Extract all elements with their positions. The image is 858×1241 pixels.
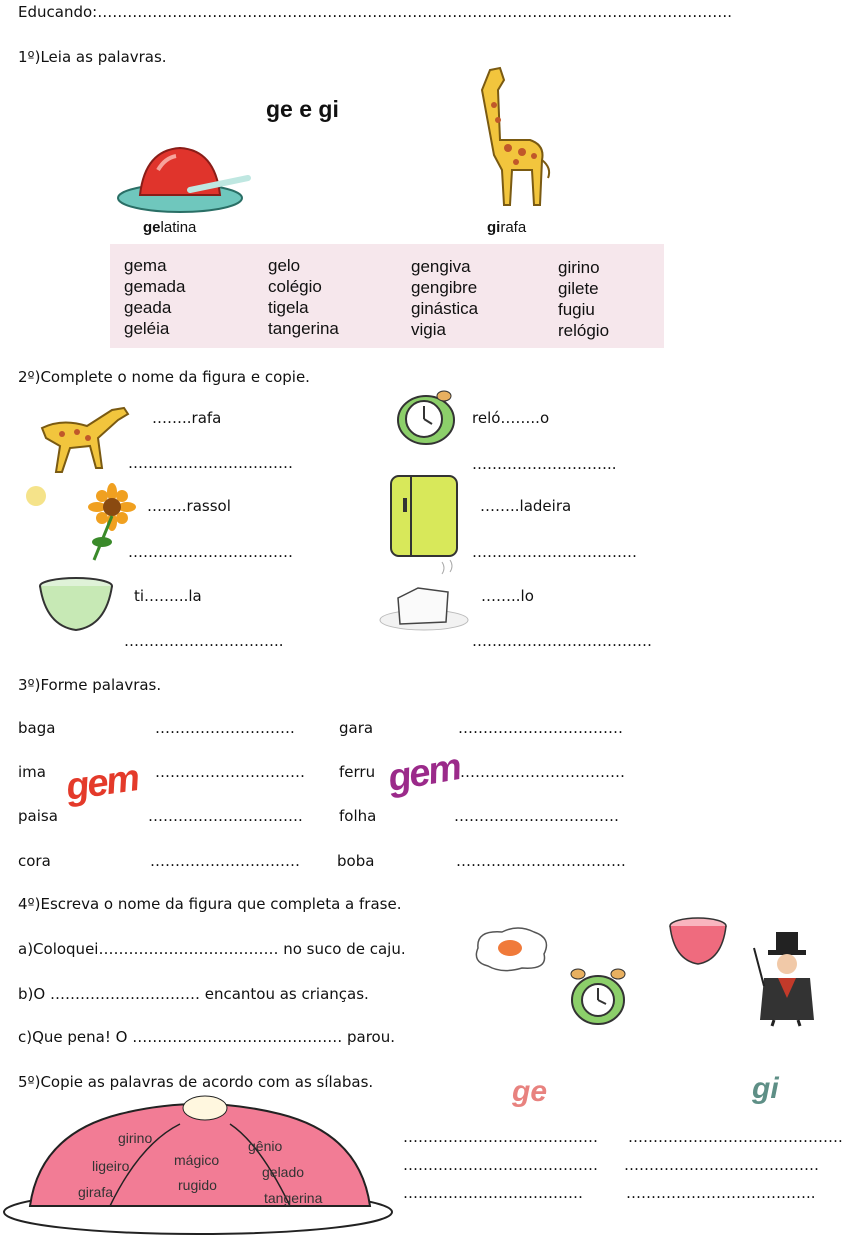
word: gilete <box>558 279 599 298</box>
q3-word-3: paisa <box>18 807 58 825</box>
q5-line-ge-2[interactable]: ………………………………… <box>403 1156 598 1174</box>
jelly-word: ligeiro <box>92 1158 130 1174</box>
word: relógio <box>558 321 610 340</box>
syllable-ge: ge <box>512 1075 548 1108</box>
jelly-word: girafa <box>78 1184 114 1200</box>
q3-line-2[interactable]: ………………………… <box>155 763 305 781</box>
q1-title: ge e gi <box>266 96 339 122</box>
q2-prompt-5: ti……...la <box>134 587 202 605</box>
word: gelo <box>268 256 301 275</box>
jelly-word: tangerina <box>264 1190 323 1206</box>
q3-word-7: folha <box>339 807 377 825</box>
word-column-4 <box>558 257 609 341</box>
q2-prompt-4: ……..ladeira <box>480 497 572 515</box>
word-column-1 <box>124 255 185 339</box>
word-column-3 <box>411 256 478 340</box>
q3-line-1[interactable]: ………………………. <box>155 719 295 737</box>
word: girino <box>558 258 600 277</box>
giraffe-running-icon <box>32 398 132 478</box>
word: gemada <box>124 277 186 296</box>
gem-syllable-purple: gem <box>384 746 464 800</box>
q3-line-5[interactable]: …………………………… <box>458 719 623 737</box>
q3-line-3[interactable]: …………………………. <box>148 807 303 825</box>
q2-prompt-3: ……..rassol <box>147 497 231 515</box>
q3-word-8: boba <box>337 852 375 870</box>
q3-line-4[interactable]: ………………………… <box>150 852 300 870</box>
magician-icon <box>752 928 818 1026</box>
q4-instruction: 4º)Escreva o nome da figura que completa a frase. <box>18 895 402 913</box>
q3-line-8[interactable]: ……………………………. <box>456 852 626 870</box>
jelly-word: mágico <box>174 1152 220 1168</box>
jelly-word: gelado <box>262 1164 305 1180</box>
jelly-word: gênio <box>248 1138 283 1154</box>
pink-bowl-icon <box>668 916 728 968</box>
q3-word-2: ima <box>18 763 46 781</box>
q2-line-3[interactable]: …………………………… <box>128 543 293 561</box>
jelly-word: girino <box>118 1130 153 1146</box>
q2-prompt-6: ……..lo <box>481 587 534 605</box>
q2-line-5[interactable]: ………………………….. <box>124 632 284 650</box>
q3-line-6[interactable]: …………………………… <box>460 763 625 781</box>
caption-gelatina: gelatina <box>143 219 197 236</box>
word: fugiu <box>558 300 595 319</box>
q4-sentence-a[interactable]: a)Coloquei……………………………… no suco de caju. <box>18 940 406 958</box>
q5-instruction: 5º)Copie as palavras de acordo com as sílabas. <box>18 1073 374 1091</box>
q2-line-4[interactable]: …………………………… <box>472 543 637 561</box>
q4-sentence-b[interactable]: b)O ………………………… encantou as crianças. <box>18 985 369 1003</box>
q5-line-ge-3[interactable]: ……………………………… <box>403 1184 583 1202</box>
fried-egg-icon <box>472 924 552 974</box>
q2-prompt-2: reló……..o <box>472 409 550 427</box>
q2-line-6[interactable]: ……………………………… <box>472 632 652 650</box>
word: ginástica <box>411 299 479 318</box>
bowl-icon <box>36 576 116 636</box>
gem-syllable-red: gem <box>63 757 141 809</box>
alarm-clock-icon <box>566 966 632 1030</box>
refrigerator-icon <box>385 474 465 560</box>
caption-girafa: girafa <box>487 219 527 236</box>
word: gengibre <box>411 278 478 297</box>
word-box <box>110 244 664 348</box>
q3-word-5: gara <box>339 719 374 737</box>
word: geléia <box>124 319 170 338</box>
q5-line-gi-2[interactable]: ………………………………… <box>624 1156 819 1174</box>
word: vigia <box>411 320 446 339</box>
word: gema <box>124 256 167 275</box>
gelatina-icon <box>110 140 255 220</box>
jelly-word: rugido <box>178 1177 217 1193</box>
word: tigela <box>268 298 309 317</box>
q2-line-2[interactable]: ……………………….. <box>472 455 617 473</box>
q3-instruction: 3º)Forme palavras. <box>18 676 162 694</box>
educando-line: Educando:………………………………………………………………………………………………………………. <box>18 3 732 21</box>
ice-cube-icon <box>378 558 470 638</box>
q3-word-6: ferru <box>339 763 376 781</box>
q3-line-7[interactable]: …………………………… <box>454 807 619 825</box>
syllable-gi: gi <box>752 1072 779 1105</box>
word-column-2 <box>268 255 339 339</box>
q5-line-gi-1[interactable]: ……………………………………. <box>628 1128 843 1146</box>
word: gengiva <box>411 257 471 276</box>
q3-word-1: baga <box>18 719 56 737</box>
q2-prompt-1: ……..rafa <box>152 409 222 427</box>
q5-line-gi-3[interactable]: ……………………………….. <box>626 1184 816 1202</box>
word: colégio <box>268 277 322 296</box>
word: geada <box>124 298 172 317</box>
q2-instruction: 2º)Complete o nome da figura e copie. <box>18 368 310 386</box>
q1-instruction: 1º)Leia as palavras. <box>18 48 167 66</box>
alarm-clock-icon <box>388 386 468 450</box>
sunflower-icon <box>22 482 132 564</box>
word: tangerina <box>268 319 339 338</box>
q5-line-ge-1[interactable]: ………………………………… <box>403 1128 598 1146</box>
q3-word-4: cora <box>18 852 51 870</box>
q2-line-1[interactable]: …………………………… <box>128 454 293 472</box>
q4-sentence-c[interactable]: c)Que pena! O …………………………………… parou. <box>18 1028 395 1046</box>
giraffe-icon <box>470 60 555 210</box>
